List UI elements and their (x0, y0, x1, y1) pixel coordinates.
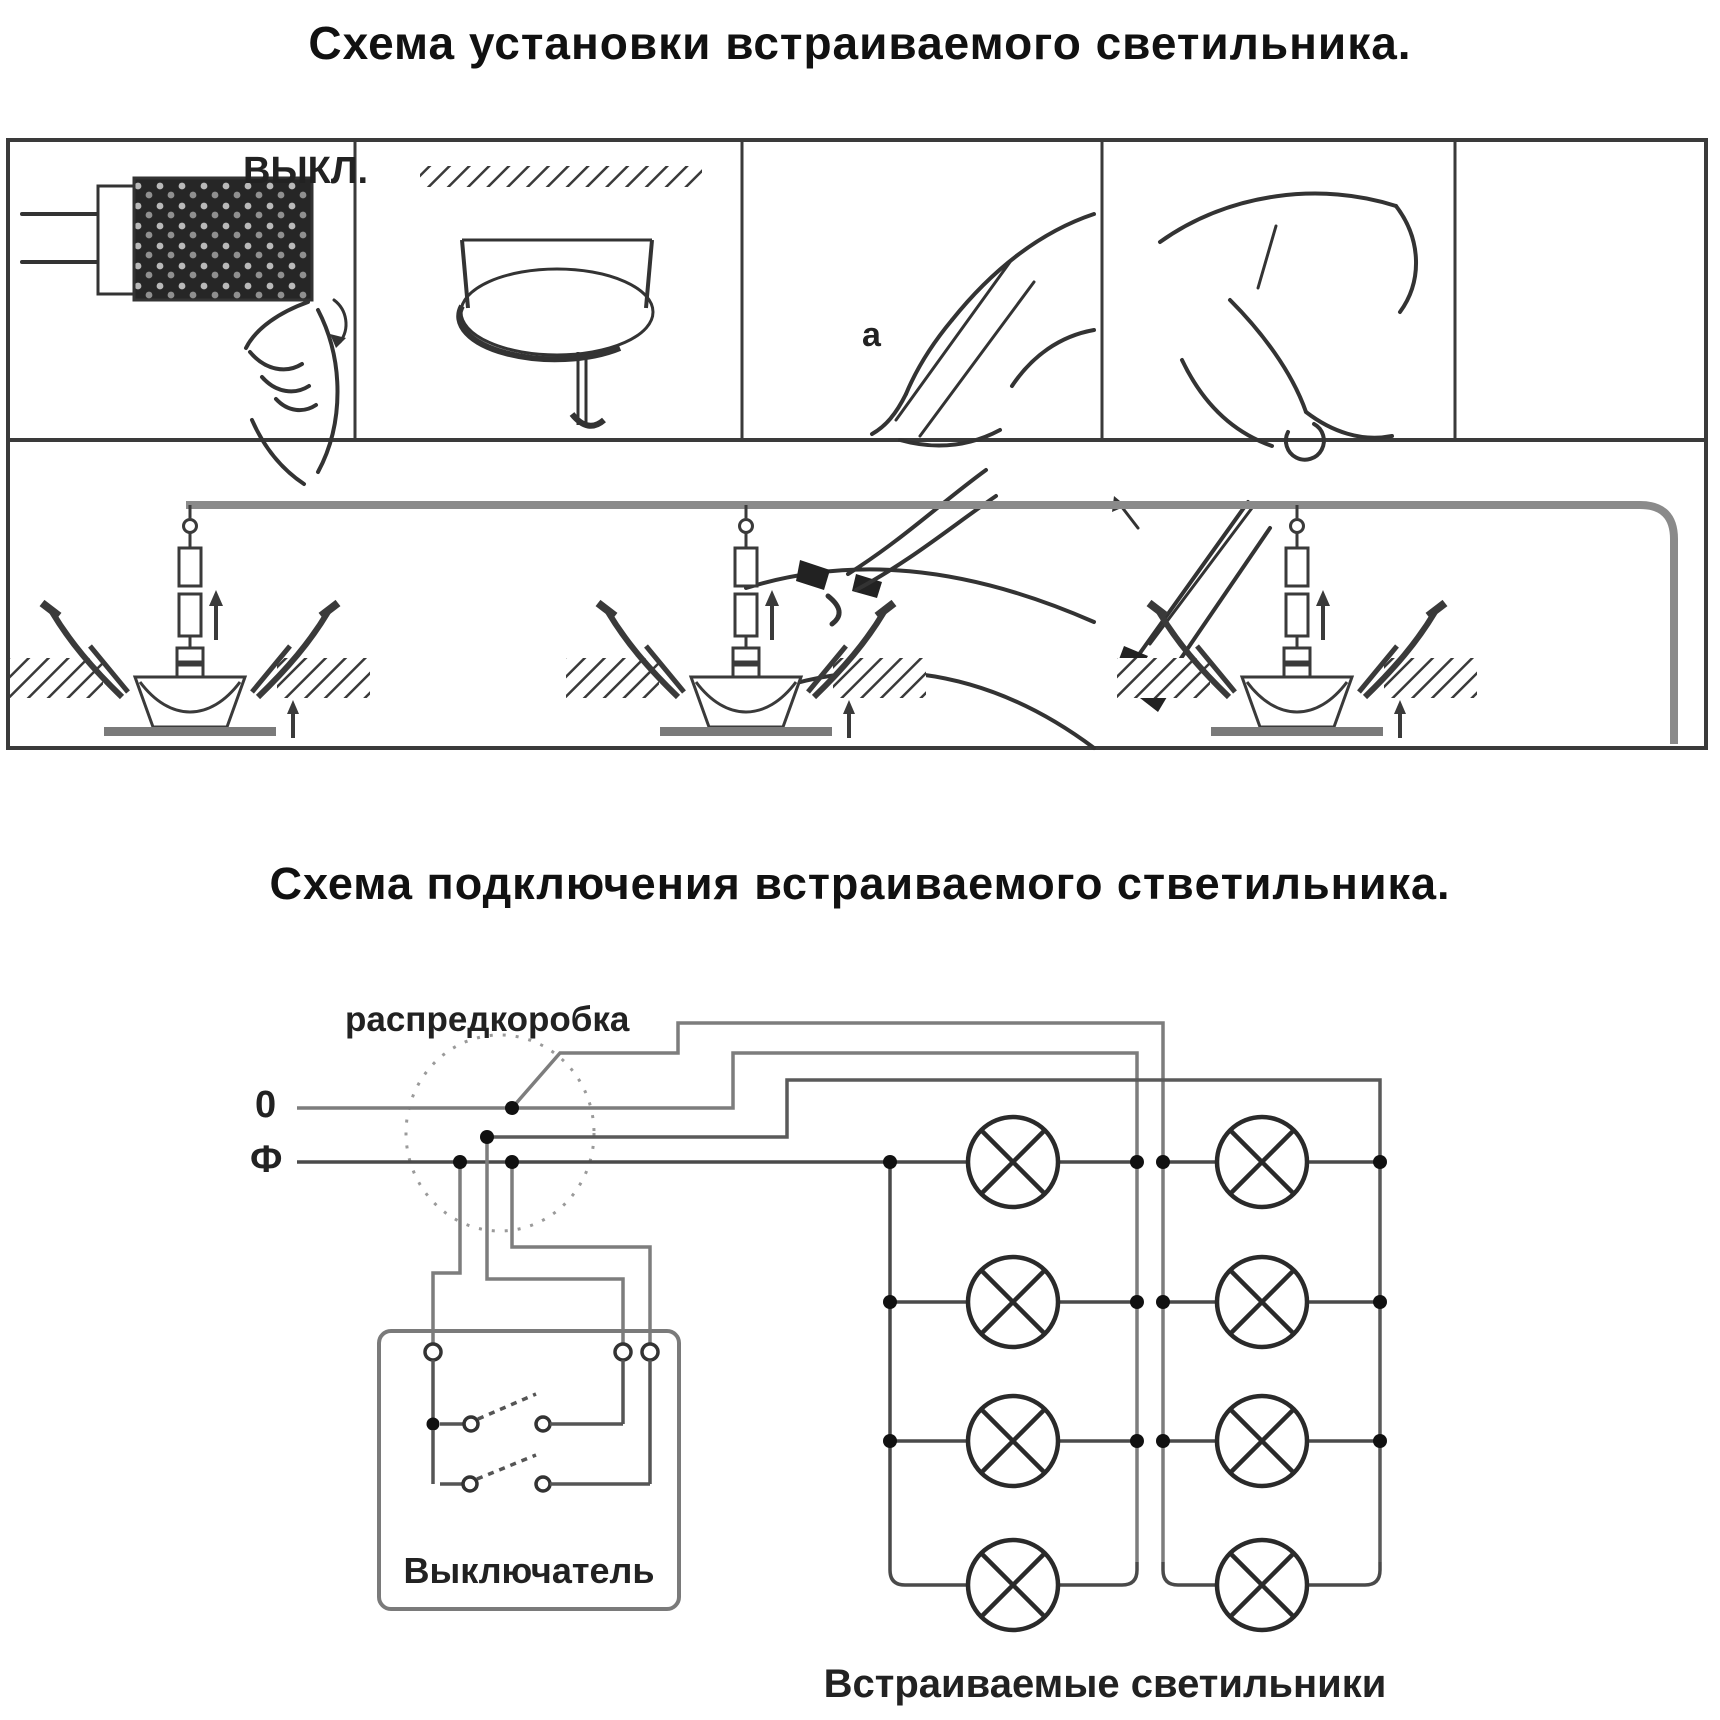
ceiling-lights-row (10, 505, 1674, 744)
lamp-symbol (968, 1396, 1058, 1486)
power-off-label: ВЫКЛ. (243, 150, 369, 192)
switch-label: Выключатель (403, 1550, 655, 1591)
lamp-symbol (968, 1117, 1058, 1207)
lamp-symbol (1217, 1117, 1307, 1207)
connection-schematic (297, 1023, 1387, 1630)
neutral-wire-label: 0 (255, 1084, 277, 1126)
phase-wire-label: Ф (250, 1139, 283, 1181)
installation-title: Схема установки встраиваемого светильника. (308, 17, 1412, 69)
lamp-symbol (1217, 1396, 1307, 1486)
lamp-symbol (1217, 1540, 1307, 1630)
installation-diagram (8, 140, 1706, 748)
recessed-lamps-label: Встраиваемые светильники (823, 1662, 1387, 1706)
connection-title: Схема подключения встраиваемого ствeтильника. (269, 858, 1451, 909)
step4-compress-springs (1112, 194, 1416, 712)
lamp-symbol (1217, 1257, 1307, 1347)
junction-box-circle (406, 1035, 594, 1231)
junction-box-label: распредкоробка (345, 1000, 630, 1039)
lamp-symbol (968, 1540, 1058, 1630)
lamp-symbol (968, 1257, 1058, 1347)
step2-cut-hole (420, 166, 702, 426)
clip-a-label: a (862, 316, 881, 354)
